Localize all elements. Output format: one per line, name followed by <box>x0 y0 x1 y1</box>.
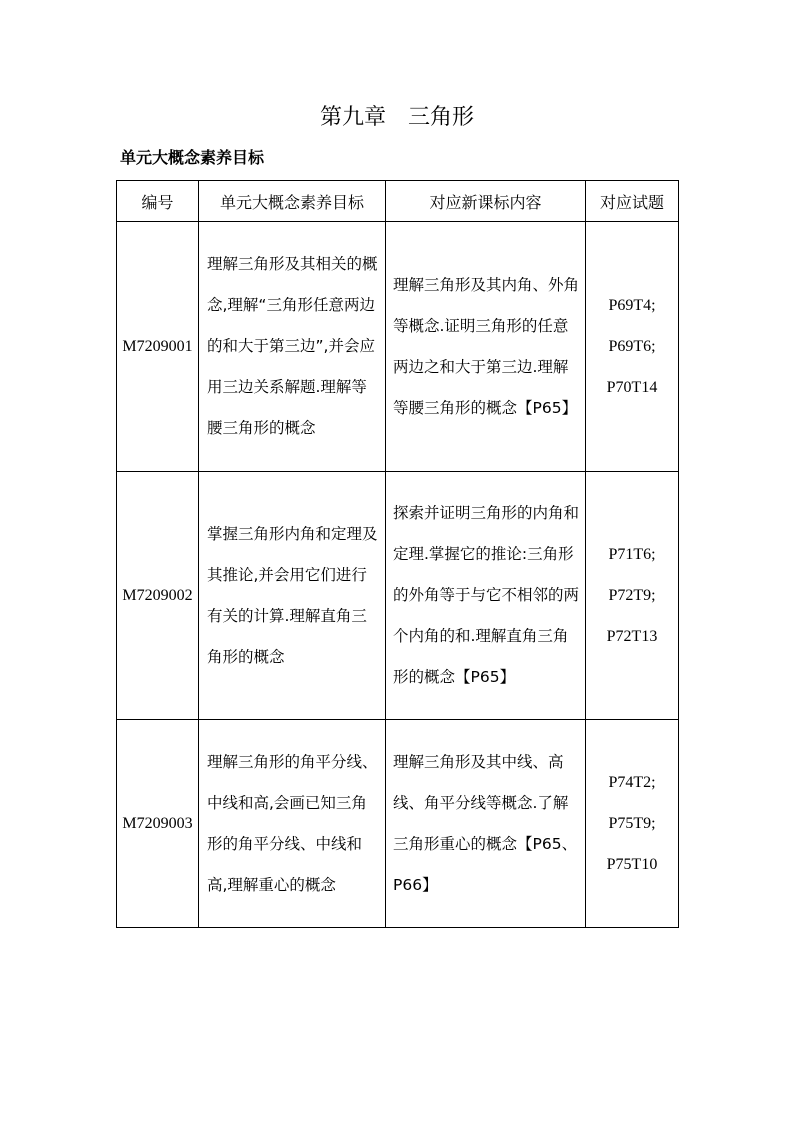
test-reference: P75T9; <box>608 815 656 832</box>
test-reference: P75T10 <box>606 856 658 873</box>
section-heading: 单元大概念素养目标 <box>120 148 265 167</box>
row-standard: 理解三角形及其中线、高线、角平分线等概念.了解三角形重心的概念【P65、P66】 <box>386 720 586 928</box>
test-reference: P70T14 <box>606 379 658 396</box>
table-header-row <box>117 181 679 222</box>
row-code: M7209001 <box>117 222 199 472</box>
header-standard: 对应新课标内容 <box>386 181 586 222</box>
test-reference: P72T9; <box>608 587 656 604</box>
row-tests <box>586 472 679 720</box>
header-code: 编号 <box>117 181 199 222</box>
table-row <box>117 720 679 928</box>
row-goal: 理解三角形及其相关的概念,理解“三角形任意两边的和大于第三边”,并会应用三边关系解题.理解等腰三角形的概念 <box>199 222 386 472</box>
row-goal: 理解三角形的角平分线、中线和高,会画已知三角形的角平分线、中线和高,理解重心的概念 <box>199 720 386 928</box>
table-row <box>117 222 679 472</box>
row-code: M7209003 <box>117 720 199 928</box>
row-standard: 探索并证明三角形的内角和定理.掌握它的推论:三角形的外角等于与它不相邻的两个内角的和.理解直角三角形的概念【P65】 <box>386 472 586 720</box>
table-row <box>117 472 679 720</box>
row-standard: 理解三角形及其内角、外角等概念.证明三角形的任意两边之和大于第三边.理解等腰三角形的概念【P65】 <box>386 222 586 472</box>
header-goal: 单元大概念素养目标 <box>199 181 386 222</box>
test-reference: P71T6; <box>608 546 656 563</box>
test-reference: P74T2; <box>608 774 656 791</box>
header-tests: 对应试题 <box>586 181 679 222</box>
test-reference: P69T4; <box>608 297 656 314</box>
test-reference: P72T13 <box>606 628 658 645</box>
literacy-goals-table <box>116 180 679 928</box>
test-reference: P69T6; <box>608 338 656 355</box>
row-tests <box>586 720 679 928</box>
row-tests <box>586 222 679 472</box>
row-goal: 掌握三角形内角和定理及其推论,并会用它们进行有关的计算.理解直角三角形的概念 <box>199 472 386 720</box>
chapter-title: 第九章 三角形 <box>319 105 474 130</box>
row-code: M7209002 <box>117 472 199 720</box>
